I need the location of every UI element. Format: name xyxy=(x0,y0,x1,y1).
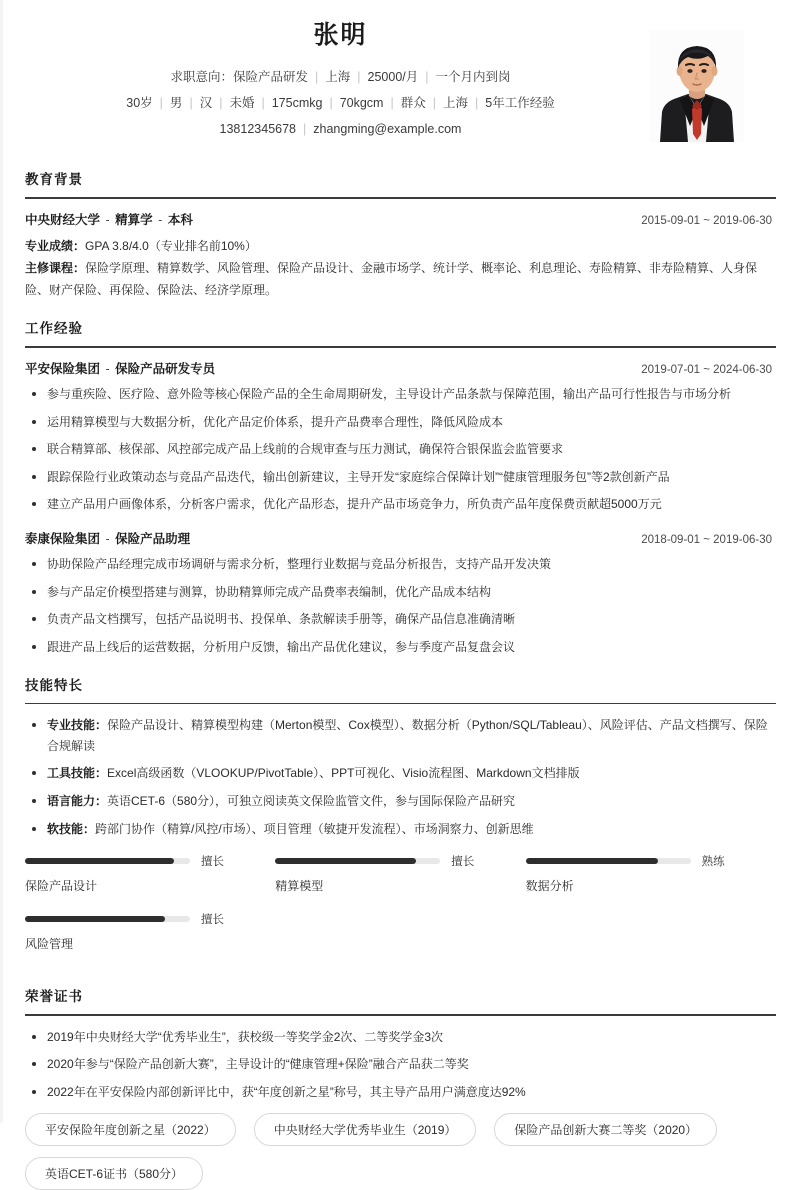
contact-info-line xyxy=(25,117,656,143)
skill-progress-track xyxy=(526,858,691,864)
basic-info-item: 175cmkg xyxy=(271,95,323,110)
job-intent-item: 上海 xyxy=(325,70,351,85)
section-title-education: 教育背景 xyxy=(25,172,83,188)
phone-number[interactable]: 13812345678 xyxy=(219,121,297,136)
list-item xyxy=(25,819,776,840)
skill-bar xyxy=(25,853,275,894)
degree-name: 本科 xyxy=(167,212,193,227)
section-title-work: 工作经验 xyxy=(25,321,83,337)
company-name: 平安保险集团 xyxy=(25,361,101,376)
list-item: 跟进产品上线后的运营数据，分析用户反馈，输出产品优化建议，参与季度产品复盘会议 xyxy=(25,637,776,658)
job-intent-item: 保险产品研发 xyxy=(232,70,308,85)
title-separator: - xyxy=(158,212,163,227)
list-item: 2019年中央财经大学“优秀毕业生”，获校级一等奖学金2次、二等奖学金3次 xyxy=(25,1027,776,1048)
skill-progress-track xyxy=(275,858,440,864)
skill-bar xyxy=(25,911,275,952)
basic-info-item: 群众 xyxy=(400,95,426,110)
list-item: 跟踪保险行业政策动态与竞品产品迭代，输出创新建议，主导开发“家庭综合保障计划”“健康管理服务包”等2款创新产品 xyxy=(25,467,776,488)
section-skills xyxy=(25,674,776,970)
section-divider xyxy=(25,703,776,705)
company-name: 泰康保险集团 xyxy=(25,532,101,546)
work-date-range: 2019-07-01 ~ 2024-06-30 xyxy=(641,363,772,376)
list-item: 负责产品文档撰写，包括产品说明书、投保单、条款解读手册等，确保产品信息准确清晰 xyxy=(25,609,776,630)
basic-info-item: 30岁 xyxy=(126,95,153,110)
section-divider xyxy=(25,1014,776,1016)
skill-name-label: 风险管理 xyxy=(25,937,74,952)
list-item: 运用精算模型与大数据分析，优化产品定价体系，提升产品费率合理性，降低风险成本 xyxy=(25,412,776,433)
meta-divider: | xyxy=(357,70,361,85)
skill-bar xyxy=(526,853,776,894)
detail-label: 专业成绩： xyxy=(25,238,86,253)
meta-divider: | xyxy=(390,95,394,110)
skill-progress-fill xyxy=(25,916,165,922)
email-address[interactable]: zhangming@example.com xyxy=(313,121,462,136)
job-role: 保险产品助理 xyxy=(115,532,191,546)
skill-label: 软技能： xyxy=(47,821,96,836)
job-role: 保险产品研发专员 xyxy=(115,361,216,376)
skill-text: Excel高级函数（VLOOKUP/PivotTable）、PPT可视化、Visio流程图、Markdown文档排版 xyxy=(107,766,580,781)
meta-divider: | xyxy=(432,95,436,110)
list-item: 2020年参与“保险产品创新大赛”，主导设计的“健康管理+保险”融合产品获二等奖 xyxy=(25,1054,776,1075)
title-separator: - xyxy=(105,532,110,546)
detail-text: 保险学原理、精算数学、风险管理、保险产品设计、金融市场学、统计学、概率论、利息理论、寿险精算、非寿险精算、人身保险、财产保险、再保险、保险法、经济学原理。 xyxy=(25,260,758,298)
meta-divider: | xyxy=(315,70,319,85)
meta-divider: | xyxy=(303,121,307,136)
skill-text: 英语CET-6（580分），可独立阅读英文保险监管文件，参与国际保险产品研究 xyxy=(107,793,516,808)
list-item: 协助保险产品经理完成市场调研与需求分析，整理行业数据与竞品分析报告，支持产品开发决策 xyxy=(25,554,776,575)
work-date-range: 2018-09-01 ~ 2019-06-30 xyxy=(641,534,772,546)
list-item: 2022年在平安保险内部创新评比中，获“年度创新之星”称号，其主导产品用户满意度达92% xyxy=(25,1082,776,1103)
section-divider xyxy=(25,346,776,348)
basic-info-line xyxy=(25,91,656,117)
resume-header xyxy=(25,14,776,152)
skill-level-label: 擅长 xyxy=(201,856,224,869)
section-education xyxy=(25,168,776,301)
skill-progress-track xyxy=(25,858,190,864)
entry-header xyxy=(25,529,776,547)
education-title xyxy=(25,210,193,228)
skill-progress-fill xyxy=(25,858,174,864)
education-date-range: 2015-09-01 ~ 2019-06-30 xyxy=(641,214,772,227)
skill-label: 语言能力： xyxy=(47,793,108,808)
skill-level-label: 擅长 xyxy=(201,914,224,927)
work-title xyxy=(25,529,190,547)
page-title: 张明 xyxy=(313,21,368,49)
skill-level-label: 熟练 xyxy=(701,856,725,869)
entry-header xyxy=(25,210,776,228)
skill-progress-track xyxy=(25,916,190,922)
basic-info-item: 男 xyxy=(169,95,183,110)
honor-tag[interactable]: 英语CET-6证书（580分） xyxy=(25,1157,203,1190)
skills-bullet-list xyxy=(25,715,776,839)
skill-bar-row xyxy=(25,853,245,869)
school-name: 中央财经大学 xyxy=(25,212,101,227)
skill-bar-group xyxy=(25,853,776,969)
list-item: 参与重疾险、医疗险、意外险等核心保险产品的全生命周期研发，主导设计产品条款与保障范围，输出产品可行性报告与市场分析 xyxy=(25,384,776,405)
list-item xyxy=(25,791,776,812)
meta-divider: | xyxy=(425,70,429,85)
skill-bar xyxy=(275,853,525,894)
skill-name-label: 数据分析 xyxy=(525,879,574,894)
skill-bar-row xyxy=(25,911,245,927)
section-work-experience xyxy=(25,317,776,657)
job-intent-item: 一个月内到岗 xyxy=(435,70,511,85)
meta-divider: | xyxy=(261,95,265,110)
meta-divider: | xyxy=(475,95,479,110)
detail-text: GPA 3.8/4.0（专业排名前10%） xyxy=(85,238,257,253)
skill-bar-row xyxy=(526,853,746,869)
list-item: 参与产品定价模型搭建与测算，协助精算师完成产品费率表编制，优化产品成本结构 xyxy=(25,582,776,603)
skill-bar-row xyxy=(275,853,495,869)
job-intent-label: 求职意向： xyxy=(170,70,233,85)
meta-divider: | xyxy=(159,95,163,110)
section-title-skills: 技能特长 xyxy=(25,677,83,693)
education-detail-courses xyxy=(25,257,776,301)
honor-tag[interactable]: 平安保险年度创新之星（2022） xyxy=(25,1113,236,1146)
title-separator: - xyxy=(105,212,110,227)
work-bullet-list xyxy=(25,384,776,515)
basic-info-item: 70kgcm xyxy=(339,95,384,110)
work-bullet-list xyxy=(25,554,776,658)
basic-info-item: 5年工作经验 xyxy=(485,95,555,110)
honor-tag-group xyxy=(25,1113,776,1190)
basic-info-item: 汉 xyxy=(199,95,213,110)
basic-info-item: 上海 xyxy=(443,95,469,110)
entry-header xyxy=(25,359,776,377)
avatar-portrait-icon xyxy=(650,30,744,142)
list-item xyxy=(25,715,776,756)
skill-level-label: 擅长 xyxy=(451,856,475,869)
section-honors xyxy=(25,985,776,1189)
detail-label: 主修课程： xyxy=(25,260,86,275)
job-intent-line xyxy=(25,65,656,91)
major-name: 精算学 xyxy=(115,212,153,227)
skill-text: 跨部门协作（精算/风控/市场）、项目管理（敏捷开发流程）、市场洞察力、创新思维 xyxy=(95,821,534,836)
honors-bullet-list xyxy=(25,1027,776,1103)
skill-text: 保险产品设计、精算模型构建（Merton模型、Cox模型）、数据分析（Python/SQL/Tableau）、风险评估、产品文档撰写、保险合规解读 xyxy=(47,718,768,753)
skill-name-label: 保险产品设计 xyxy=(25,879,98,894)
skill-progress-fill xyxy=(526,858,658,864)
education-detail-gpa xyxy=(25,235,776,257)
list-item: 建立产品用户画像体系，分析客户需求，优化产品形态，提升产品市场竞争力，所负责产品年度保费贡献超5000万元 xyxy=(25,494,776,515)
education-entry xyxy=(25,210,776,302)
work-entry xyxy=(25,359,776,515)
skill-name-label: 精算模型 xyxy=(275,879,324,894)
skill-label: 工具技能： xyxy=(47,766,108,781)
meta-divider: | xyxy=(219,95,223,110)
meta-divider: | xyxy=(189,95,193,110)
avatar xyxy=(650,30,744,142)
skill-progress-fill xyxy=(275,858,415,864)
section-divider xyxy=(25,197,776,199)
work-entry xyxy=(25,529,776,658)
list-item: 联合精算部、核保部、风控部完成产品上线前的合规审查与压力测试，确保符合银保监会监管要求 xyxy=(25,439,776,460)
work-title xyxy=(25,359,215,377)
honor-tag[interactable]: 中央财经大学优秀毕业生（2019） xyxy=(254,1113,477,1146)
section-title-honors: 荣誉证书 xyxy=(25,989,83,1005)
meta-divider: | xyxy=(329,95,333,110)
skill-label: 专业技能： xyxy=(47,718,108,733)
title-separator: - xyxy=(105,361,110,376)
job-intent-item: 25000/月 xyxy=(367,70,419,85)
honor-tag[interactable]: 保险产品创新大赛二等奖（2020） xyxy=(494,1113,717,1146)
basic-info-item: 未婚 xyxy=(229,95,255,110)
list-item xyxy=(25,763,776,784)
